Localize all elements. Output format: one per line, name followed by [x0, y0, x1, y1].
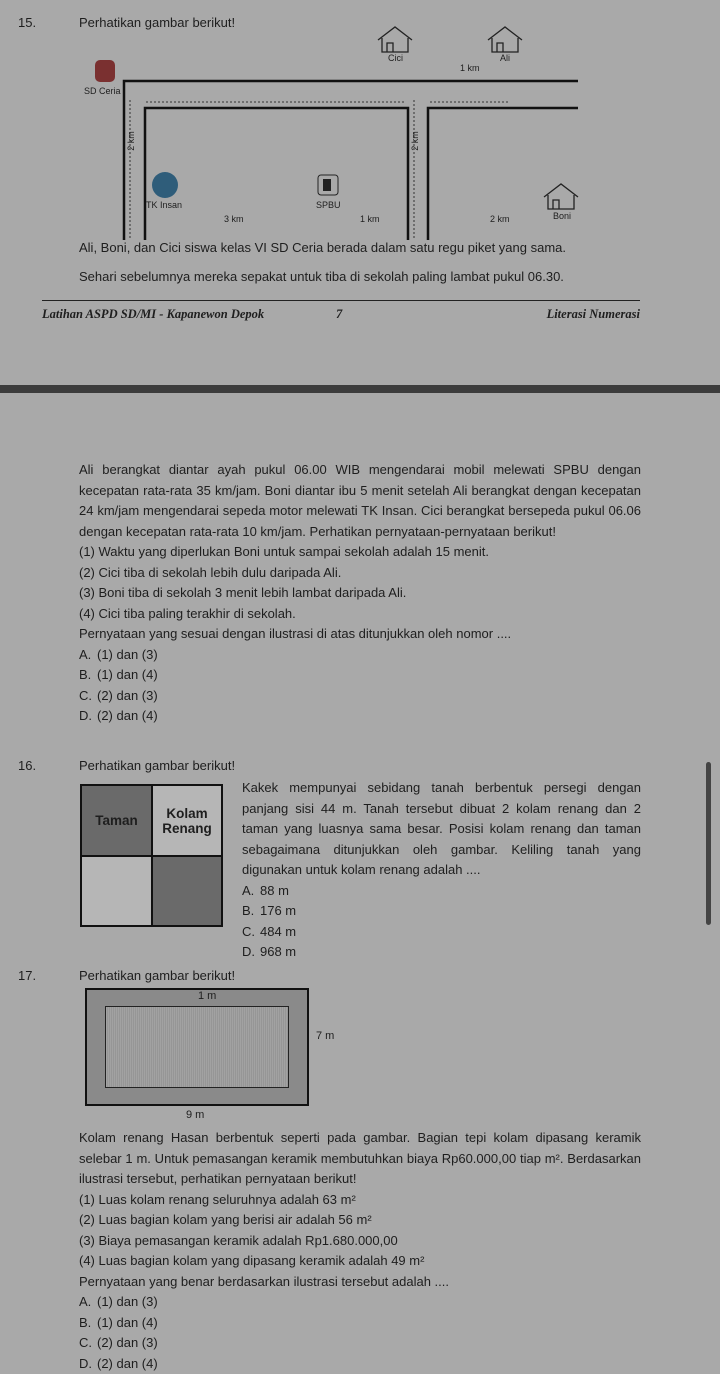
statement: (2) Cici tiba di sekolah lebih dulu daripada Ali. — [79, 564, 342, 580]
statement: (1) Waktu yang diperlukan Boni untuk sampai sekolah adalah 15 menit. — [79, 544, 489, 559]
question-intro: Perhatikan gambar berikut! — [79, 758, 236, 773]
option-b: B. (1) dan (4) — [79, 1314, 158, 1330]
paragraph-line: Sehari sebelumnya mereka sepakat untuk tiba di sekolah paling lambat pukul 06.30. — [79, 269, 564, 284]
pool-water — [105, 1006, 289, 1088]
question-number: 16. — [18, 758, 37, 773]
paragraph: Ali berangkat diantar ayah pukul 06.00 WIB mengendarai mobil melewati SPBU dengan kecepatan rata-rata 35 km/jam. Boni diantar ibu 5 menit setelah Ali berangkat dengan kecepatan 24 km/jam mengendarai sepeda motor melewati TK Insan. Cici berangkat bersepeda pukul 06.06 dengan kecepatan rata-rata 10 km/jam. Perhatikan pernyataan-pernyataan berikut! — [79, 462, 641, 539]
question-prompt: Pernyataan yang benar berdasarkan ilustrasi tersebut adalah .... — [79, 1273, 450, 1289]
house-icon-ali — [488, 27, 522, 52]
tk-logo-icon — [152, 172, 178, 198]
garden-cell — [151, 855, 223, 927]
house-label: Boni — [553, 211, 572, 221]
page-separator — [0, 385, 720, 393]
question-intro: Perhatikan gambar berikut! — [79, 968, 236, 983]
option-c: C. (2) dan (3) — [79, 1335, 158, 1350]
question-number: 17. — [18, 968, 37, 983]
distance-label: 2 km — [125, 131, 136, 151]
option-c: C. (2) dan (3) — [79, 687, 158, 703]
paragraph: Kolam renang Hasan berbentuk seperti pada gambar. Bagian tepi kolam dipasang keramik selebar 1 m. Untuk pemasangan keramik membutuhkan biaya Rp60.000,00 tiap m². Berdasarkan ilustrasi tersebut, perhatikan pernyataan berikut! — [79, 1130, 641, 1186]
statement: (3) Boni tiba di sekolah 3 menit lebih lambat daripada Ali. — [79, 585, 407, 600]
distance-label: 3 km — [224, 214, 244, 224]
statement: (1) Luas kolam renang seluruhnya adalah 63 m² — [79, 1191, 356, 1207]
height-label: 7 m — [316, 1030, 335, 1042]
border-label: 1 m — [198, 990, 217, 1002]
paragraph-line: Ali, Boni, dan Cici siswa kelas VI SD Ceria berada dalam satu regu piket yang sama. — [79, 240, 567, 255]
option-d: D. (2) dan (4) — [79, 708, 158, 723]
distance-label: 1 km — [360, 214, 380, 224]
footer-right: Literasi Numerasi — [546, 307, 640, 321]
statement: (3) Biaya pemasangan keramik adalah Rp1.680.000,00 — [79, 1232, 398, 1248]
statement: (2) Luas bagian kolam yang berisi air adalah 56 m² — [79, 1212, 372, 1227]
question-16-body — [242, 778, 641, 963]
house-icon-cici — [378, 27, 412, 52]
option-a: A. 88 m — [242, 882, 289, 898]
pool-outer — [85, 988, 309, 1106]
scrollbar[interactable] — [706, 762, 711, 925]
house-icon-boni — [544, 184, 578, 209]
statement: (4) Cici tiba paling terakhir di sekolah. — [79, 605, 296, 621]
question-number: 15. — [18, 15, 37, 30]
paragraph: Kakek mempunyai sebidang tanah berbentuk persegi dengan panjang sisi 44 m. Tanah tersebut dibuat 2 kolam renang dan 2 taman yang luasnya sama besar. Posisi kolam renang dan taman sebagaimana ditunjukkan oleh gambar. Keliling tanah yang digunakan untuk kolam renang adalah .... — [242, 780, 641, 877]
question-prompt: Pernyataan yang sesuai dengan ilustrasi di atas ditunjukkan oleh nomor .... — [79, 626, 512, 641]
statement: (4) Luas bagian kolam yang dipasang keramik adalah 49 m² — [79, 1253, 425, 1268]
option-d: D. (2) dan (4) — [79, 1355, 158, 1371]
question-intro: Perhatikan gambar berikut! — [79, 15, 236, 30]
house-label: Cici — [388, 53, 403, 63]
spbu-label: SPBU — [316, 200, 341, 210]
school-logo-icon — [95, 60, 115, 82]
pool-cell — [80, 855, 153, 927]
house-label: Ali — [500, 53, 511, 63]
option-b: B. (1) dan (4) — [79, 667, 158, 682]
distance-label: 2 km — [490, 214, 510, 224]
width-label: 9 m — [186, 1109, 205, 1121]
distance-label: 1 km — [460, 63, 480, 73]
option-a: A. (1) dan (3) — [79, 646, 158, 662]
option-c: C. 484 m — [242, 923, 297, 939]
option-d: D. 968 m — [242, 944, 297, 959]
option-a: A. (1) dan (3) — [79, 1294, 158, 1309]
route-map — [0, 0, 720, 240]
page-footer — [42, 300, 640, 321]
pool-cell: Kolam Renang — [151, 784, 223, 857]
footer-left: Latihan ASPD SD/MI - Kapanewon Depok — [42, 307, 265, 321]
tk-label: TK Insan — [146, 200, 183, 210]
garden-cell: Taman — [80, 784, 153, 857]
distance-label: 2 km — [409, 131, 420, 151]
school-label: SD Ceria — [84, 86, 121, 96]
option-b: B. 176 m — [242, 903, 297, 918]
page-number: 7 — [336, 307, 343, 321]
